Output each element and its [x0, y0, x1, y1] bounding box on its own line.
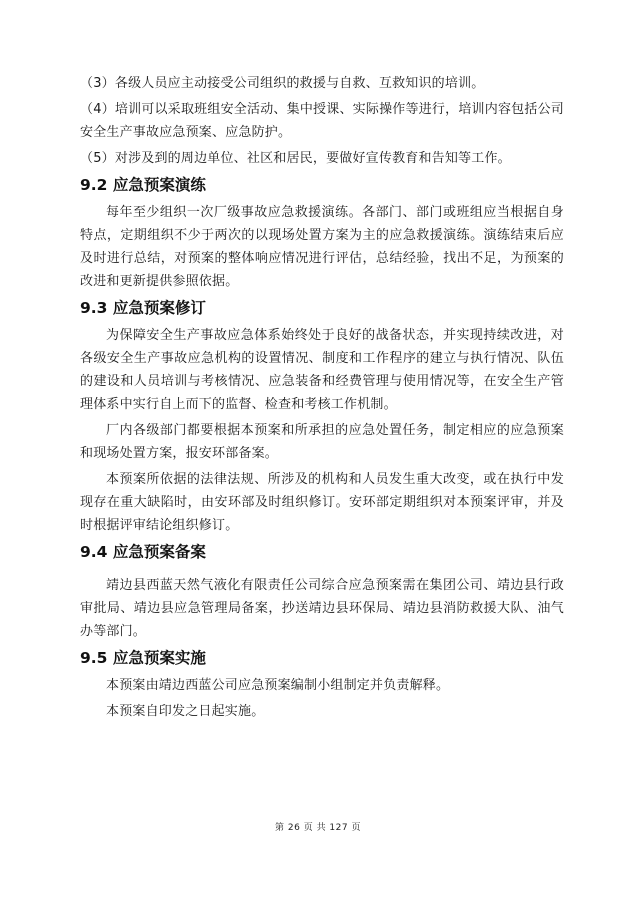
section-heading-9-2: 9.2 应急预案演练 [80, 176, 206, 194]
list-item-5: （5）对涉及到的周边单位、社区和居民，要做好宣传教育和告知等工作。 [80, 151, 511, 166]
list-item-4: （4）培训可以采取班组安全活动、集中授课、实际操作等进行，培训内容包括公司安全生产事故应急预案、应急防护。 [80, 102, 564, 140]
paragraph-revision-2: 厂内各级部门都要根据本预案和所承担的应急处置任务，制定相应的应急预案和现场处置方案，报安环部备案。 [80, 423, 564, 461]
section-heading-9-5: 9.5 应急预案实施 [80, 649, 206, 667]
page-number-footer: 第 26 页 共 127 页 [275, 823, 361, 833]
paragraph-revision-1: 为保障安全生产事故应急体系始终处于良好的战备状态，并实现持续改进，对各级安全生产事故应急机构的设置情况、制度和工作程序的建立与执行情况、队伍的建设和人员培训与考核情况、应急装备和经费管理与使用情况等，在安全生产管理体系中实行自上而下的监督、检查和考核工作机制。 [80, 328, 564, 412]
page-content [80, 72, 564, 726]
paragraph-implementation-2: 本预案自印发之日起实施。 [106, 704, 265, 719]
section-heading-9-3: 9.3 应急预案修订 [80, 299, 206, 317]
paragraph-filing: 靖边县西蓝天然气液化有限责任公司综合应急预案需在集团公司、靖边县行政审批局、靖边县应急管理局备案，抄送靖边县环保局、靖边县消防救援大队、油气办等部门。 [80, 578, 564, 639]
section-heading-9-4: 9.4 应急预案备案 [80, 543, 206, 561]
paragraph-drill: 每年至少组织一次厂级事故应急救援演练。各部门、部门或班组应当根据自身特点，定期组织不少于两次的以现场处置方案为主的应急救援演练。演练结束后应及时进行总结，对预案的整体响应情况进行评估，总结经验，找出不足，为预案的改进和更新提供参照依据。 [80, 205, 564, 289]
list-item-3: （3）各级人员应主动接受公司组织的救援与自救、互救知识的培训。 [80, 76, 485, 91]
paragraph-implementation-1: 本预案由靖边西蓝公司应急预案编制小组制定并负责解释。 [106, 678, 450, 693]
paragraph-revision-3: 本预案所依据的法律法规、所涉及的机构和人员发生重大改变，或在执行中发现存在重大缺陷时，由安环部及时组织修订。安环部定期组织对本预案评审，并及时根据评审结论组织修订。 [80, 472, 564, 533]
